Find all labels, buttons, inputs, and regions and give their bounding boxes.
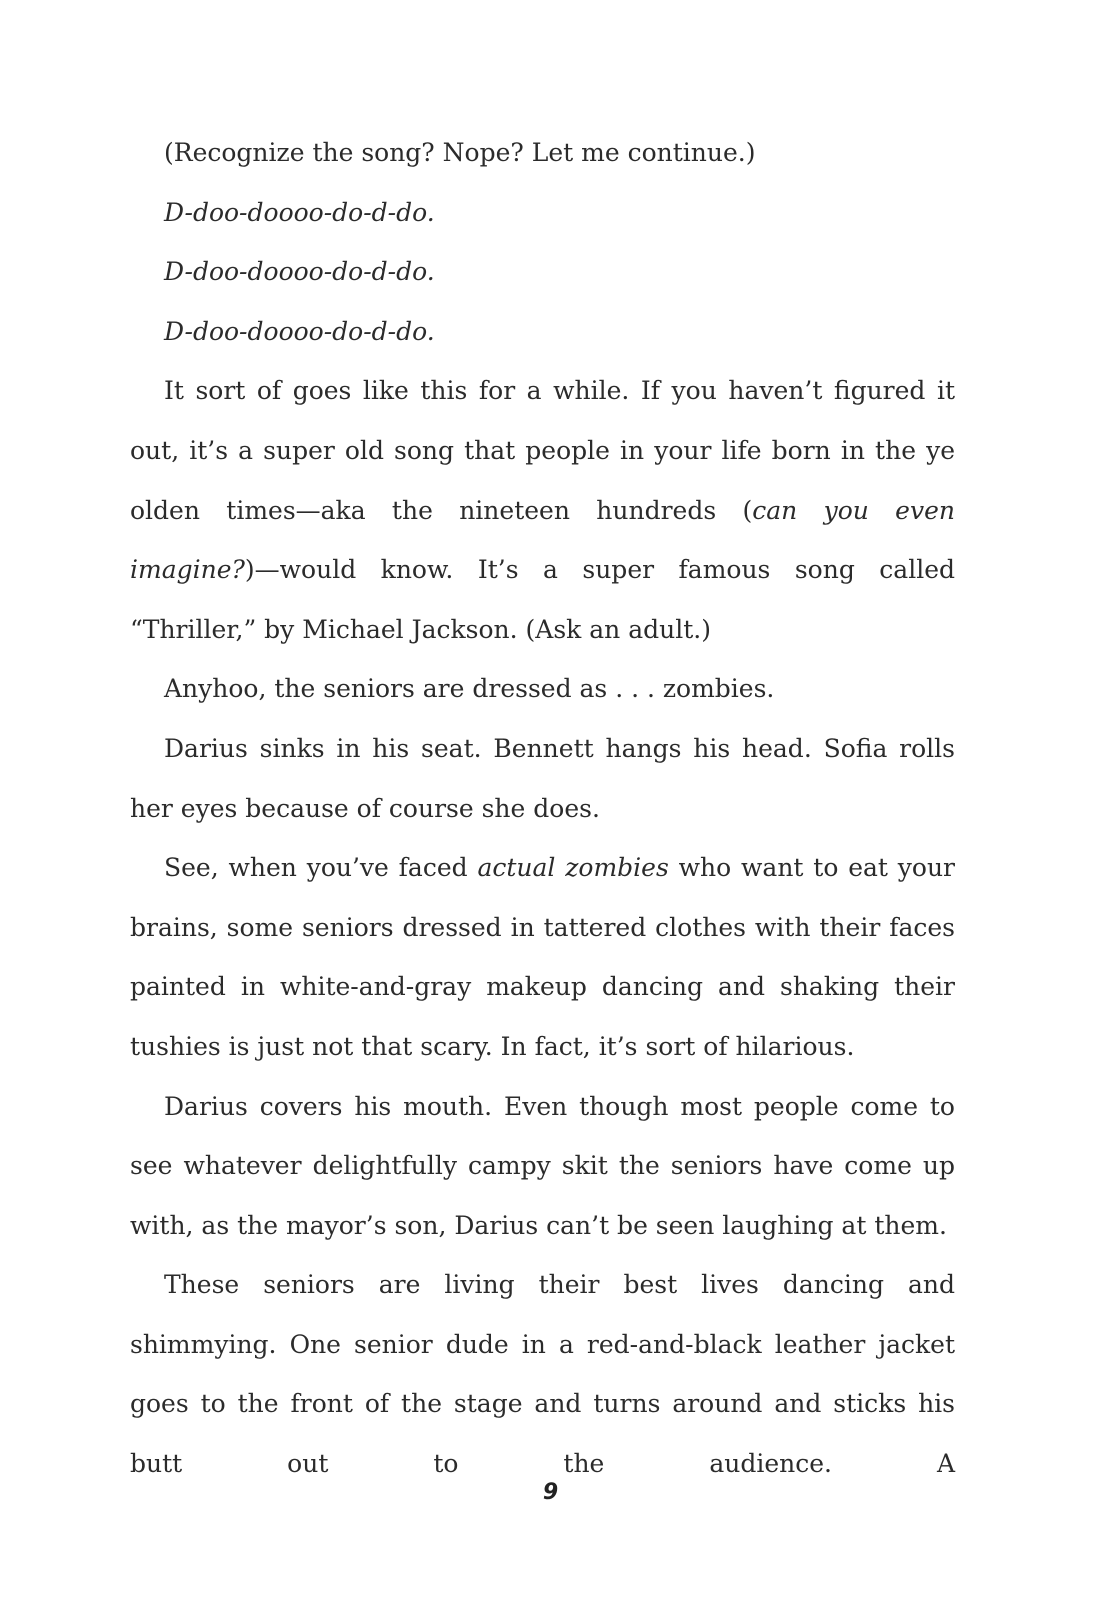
text-run: See, when you’ve faced — [164, 853, 478, 883]
paragraph — [130, 1077, 955, 1256]
text-run: who want to eat your brains, some seniors dressed in tattered clothes with their faces painted in white-and-gray makeup dancing and shaking their tushies is just not that scary. In fact, it’s sort of hilarious. — [130, 853, 956, 1061]
italic-run: actual zombies — [477, 853, 669, 883]
italic-run: can you even imagine? — [130, 495, 955, 585]
paragraph — [130, 361, 955, 659]
paragraph — [130, 123, 955, 183]
page-number: 9 — [542, 1480, 559, 1505]
italic-run: D-doo-doooo-do-d-do. — [164, 316, 435, 346]
text-run: It sort of goes like this for a while. If you haven’t figured it out, it’s a super old song that people in your life born in the ye olden times—aka the nineteen hundreds ( — [130, 376, 955, 525]
italic-run: D-doo-doooo-do-d-do. — [164, 197, 435, 227]
paragraph — [130, 719, 955, 838]
paragraph — [130, 659, 955, 719]
text-run: These seniors are living their best lives dancing and shimmying. One senior dude in a red-and-black leather jacket goes to the front of the stage and turns around and sticks his butt out to the audience. A — [130, 1270, 955, 1479]
paragraph — [130, 242, 955, 302]
italic-run: D-doo-doooo-do-d-do. — [164, 257, 435, 287]
text-run: )—would know. It’s a super famous song called “Thriller,” by Michael Jackson. (Ask an adult.) — [130, 555, 955, 644]
body-text — [130, 123, 955, 1494]
text-run: (Recognize the song? Nope? Let me continue.) — [164, 138, 756, 167]
paragraph — [130, 1255, 955, 1493]
paragraph — [130, 838, 955, 1076]
text-run: Darius covers his mouth. Even though most people come to see whatever delightfully campy skit the seniors have come up with, as the mayor’s son, Darius can’t be seen laughing at them. — [130, 1091, 955, 1240]
paragraph — [130, 183, 955, 243]
paragraph — [130, 302, 955, 362]
text-run: Anyhoo, the seniors are dressed as . . . zombies. — [164, 674, 775, 704]
text-run: Darius sinks in his seat. Bennett hangs his head. Sofia rolls her eyes because of course she does. — [130, 733, 955, 823]
